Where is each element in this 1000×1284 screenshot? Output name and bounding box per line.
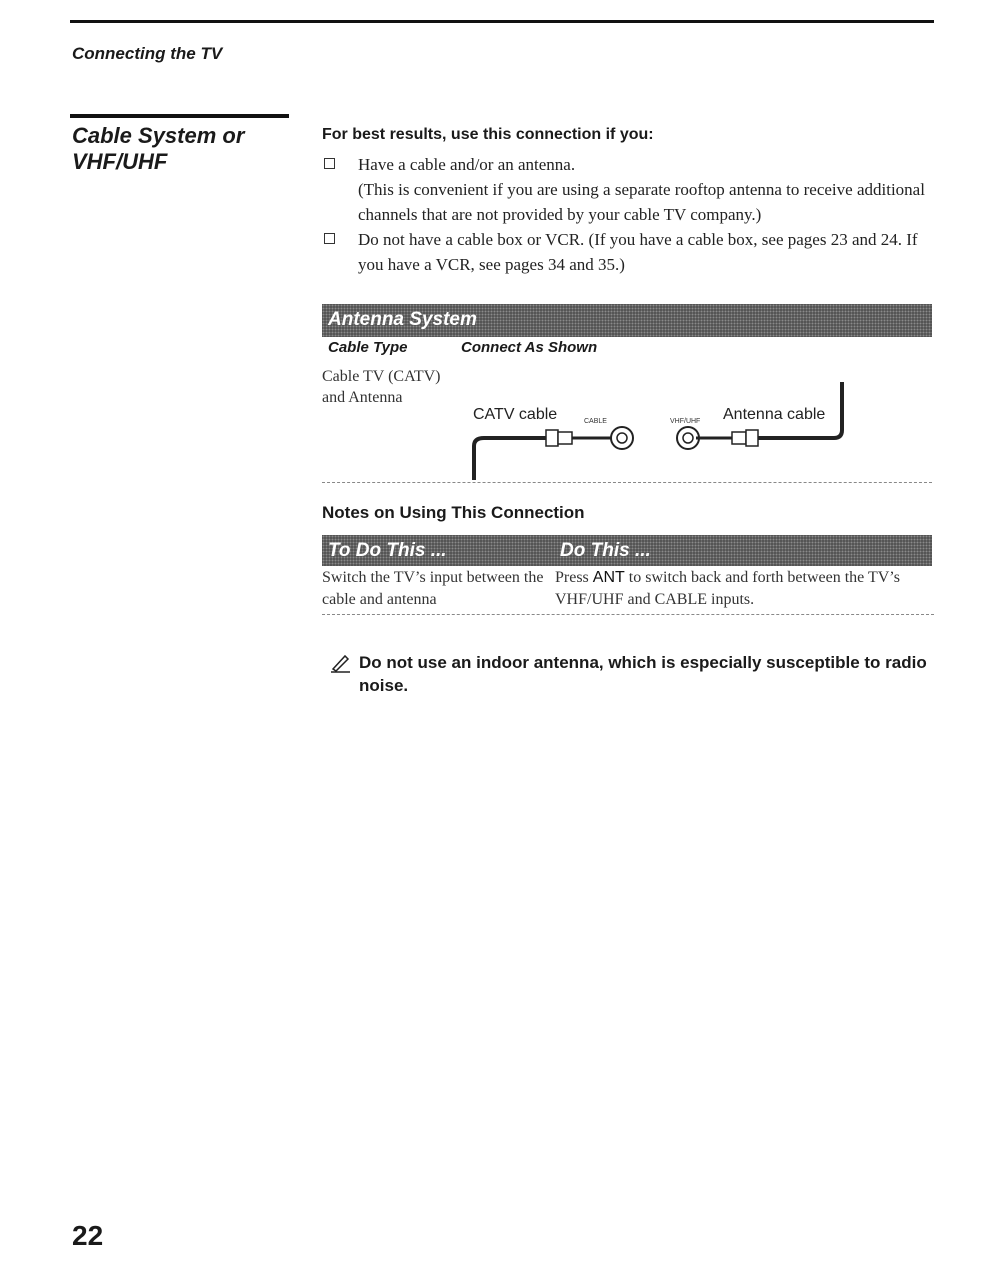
intro-lead: For best results, use this connection if you:	[322, 126, 654, 143]
section-label: Connecting the TV	[72, 44, 223, 63]
connect-header: Connect As Shown	[461, 339, 598, 356]
bullet-item	[322, 152, 934, 177]
bullet-item	[322, 227, 934, 277]
checkbox-icon	[324, 233, 335, 244]
catv-cable-label: CATV cable	[473, 406, 558, 423]
notes-title: Notes on Using This Connection	[322, 503, 585, 522]
todo-header: To Do This ...	[328, 540, 447, 561]
bullet-note: (This is convenient if you are using a separate rooftop antenna to receive additional channels that are not provided by your cable TV company.)	[358, 180, 925, 224]
warning-text: Do not use an indoor antenna, which is especially susceptible to radio noise.	[359, 653, 927, 695]
cable-type-value: Cable TV (CATV) and Antenna	[322, 368, 441, 406]
sidebar-title: Cable System or VHF/UHF	[72, 123, 245, 174]
bullet-text: Do not have a cable box or VCR. (If you have a cable box, see pages 23 and 24. If you have a VCR, see pages 34 and 35.)	[358, 230, 918, 274]
notes-table-header	[322, 535, 932, 566]
catv-cable-icon	[474, 430, 614, 480]
vhf-jack-label: VHF/UHF	[670, 418, 701, 425]
cable-jack-label: CABLE	[584, 418, 607, 425]
cable-type-header: Cable Type	[328, 339, 408, 356]
divider	[322, 614, 934, 615]
press-text: Press	[555, 569, 589, 586]
antenna-cable-label: Antenna cable	[723, 406, 826, 423]
dothis-cell	[555, 567, 930, 611]
intro-block	[322, 126, 934, 277]
antenna-system-title: Antenna System	[328, 309, 477, 330]
pencil-note-icon	[330, 653, 352, 673]
dothis-header: Do This ...	[560, 540, 651, 561]
divider	[322, 482, 932, 483]
ant-key: ANT	[592, 569, 625, 586]
page-number: 22	[72, 1220, 104, 1251]
sidebar-rule	[70, 114, 289, 118]
checkbox-icon	[324, 158, 335, 169]
dothis-rest: to switch back and forth between the TV’s VHF/UHF and CABLE inputs.	[555, 569, 900, 608]
cable-jack-icon	[611, 427, 633, 449]
antenna-system-banner	[322, 304, 932, 337]
vhf-uhf-jack-icon	[677, 427, 699, 449]
connection-diagram	[462, 380, 902, 480]
bullet-text: Have a cable and/or an antenna.	[358, 155, 576, 174]
todo-cell: Switch the TV’s input between the cable and antenna	[322, 569, 544, 608]
top-rule	[70, 20, 934, 23]
